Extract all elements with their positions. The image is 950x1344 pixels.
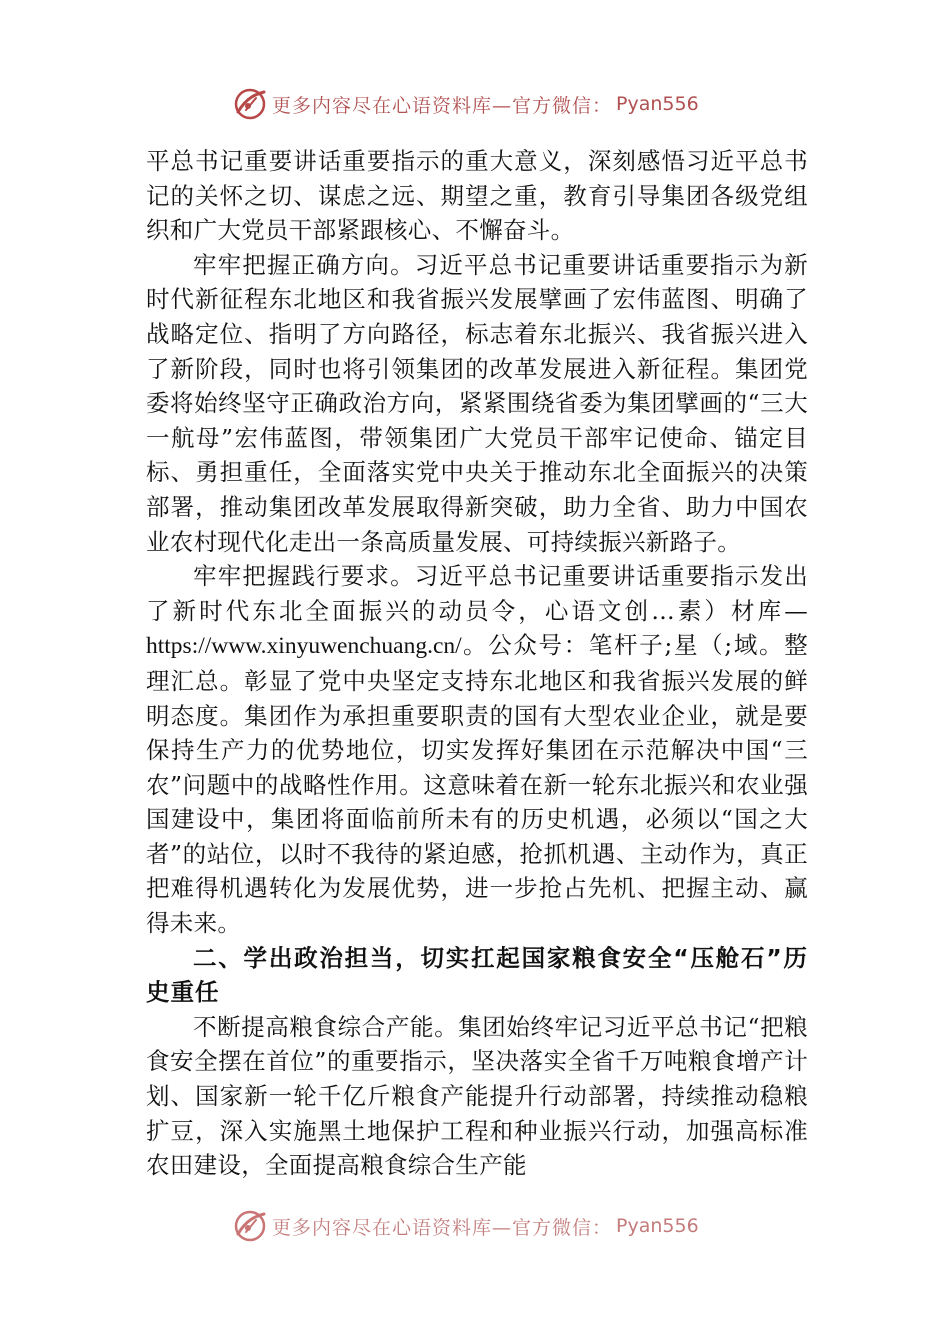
paragraph-continued: 平总书记重要讲话重要指示的重大意义，深刻感悟习近平总书记的关怀之切、谋虑之远、期望之重，教育引导集团各级党组织和广大党员干部紧跟核心、不懈奋斗。 [146,147,808,245]
watermark-footer [232,1206,752,1246]
watermark-text: 更多内容尽在心语资料库—官方微信： [272,94,613,117]
pen-swoosh-logo-icon [232,86,268,122]
watermark-text: 更多内容尽在心语资料库—官方微信： [272,1216,613,1239]
paragraph-grain-capacity: 不断提高粮食综合产能。集团始终牢记习近平总书记“把粮食安全摆在首位”的重要指示，坚决落实全省千万吨粮食增产计划、国家新一轮千亿斤粮食产能提升行动部署，持续推动稳粮扩豆，深入实施黑土地保护工程和种业振兴行动，加强高标准农田建设，全面提高粮食综合生产能 [146,1012,808,1180]
pen-swoosh-logo-icon [232,1208,268,1244]
paragraph-text-part-a: 牢牢把握践行要求。习近平总书记重要讲话重要指示发出了新时代东北全面振兴的动员令，心语文创…素）材库— [146,562,808,625]
watermark-wechat-id: Pyan556 [616,1215,699,1237]
watermark-header [232,84,752,124]
source-url: https://www.xinyuwenchuang.cn/ [146,633,462,660]
paragraph-text-part-b: 。公众号：笔杆子;星（;域。整理汇总。彰显了党中央坚定支持东北地区和我省振兴发展的鲜明态度。集团作为承担重要职责的国有大型农业企业，就是要保持生产力的优势地位，切实发挥好集团在示范解决中国“三农”问题中的战略性作用。这意味着在新一轮东北振兴和农业强国建设中，集团将面临前所未有的历史机遇，必须以“国之大者”的站位，以时不我待的紧迫感，抢抓机遇、主动作为，真正把难得机遇转化为发展优势，进一步抢占先机、把握主动、赢得未来。 [146,631,808,938]
paragraph-correct-direction: 牢牢把握正确方向。习近平总书记重要讲话重要指示为新时代新征程东北地区和我省振兴发展擘画了宏伟蓝图、明确了战略定位、指明了方向路径，标志着东北振兴、我省振兴进入了新阶段，同时也将引领集团的改革发展进入新征程。集团党委将始终坚守正确政治方向，紧紧围绕省委为集团擘画的“三大一航母”宏伟蓝图，带领集团广大党员干部牢记使命、锚定目标、勇担重任，全面落实党中央关于推动东北全面振兴的决策部署，推动集团改革发展取得新突破，助力全省、助力中国农业农村现代化走出一条高质量发展、可持续振兴新路子。 [146,250,808,556]
section-heading: 二、学出政治担当，切实扛起国家粮食安全“压舱石”历史重任 [146,943,808,1007]
paragraph-practice-requirements [146,559,808,941]
watermark-wechat-id: Pyan556 [616,93,699,115]
article-body [146,144,808,1183]
